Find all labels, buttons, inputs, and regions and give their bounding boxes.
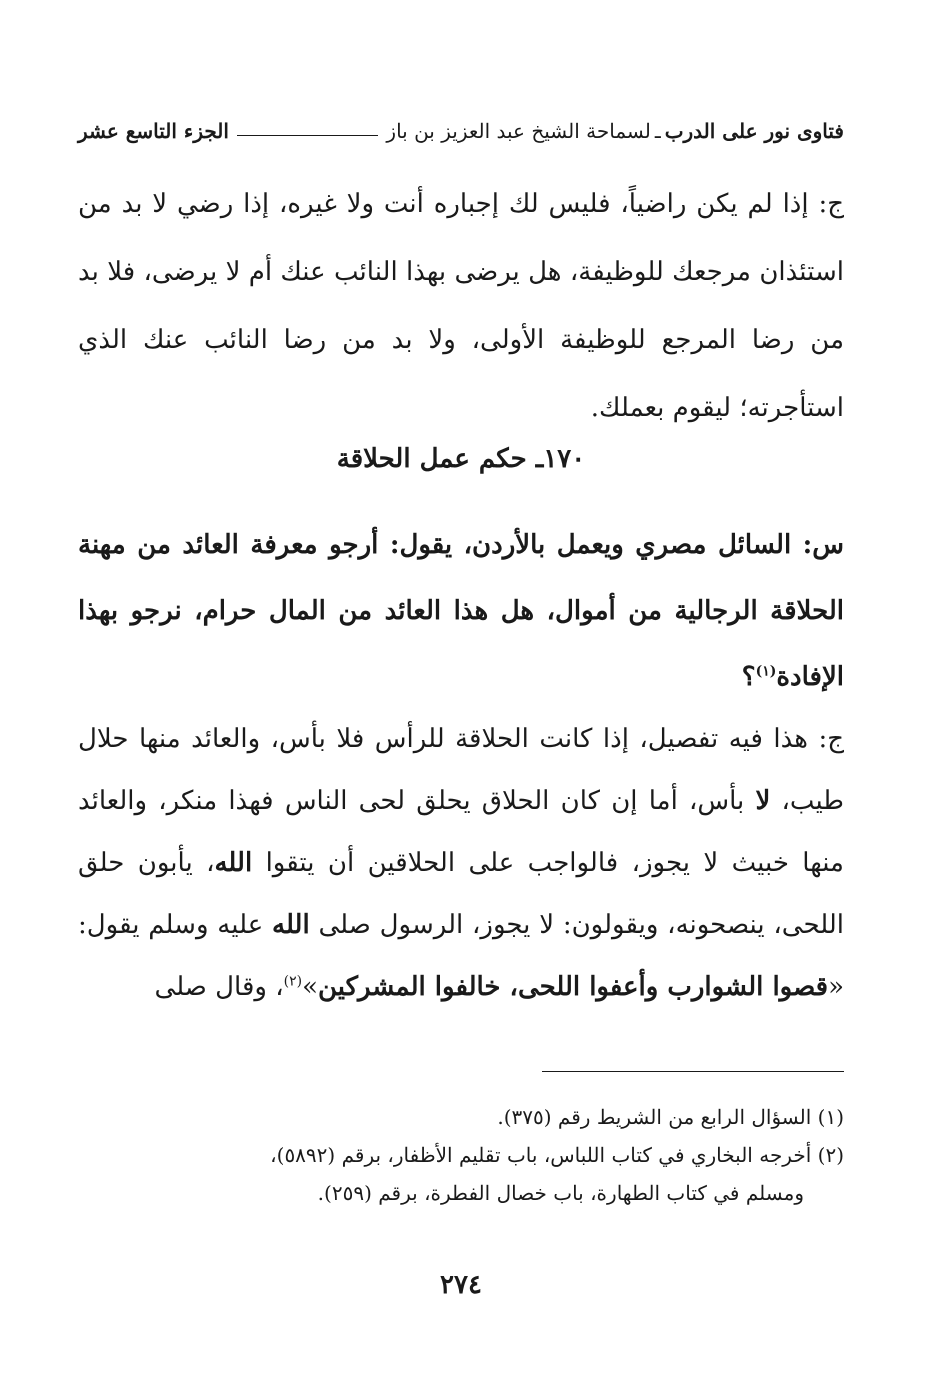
answer-paragraph <box>78 708 844 1018</box>
running-header <box>78 114 844 148</box>
answer-bold-la: لا <box>755 786 771 816</box>
answer-text-2: بأس، أما إن كان الحلاق يحلق لحى الناس فهذا منكر، والعائد منها خبيث لا يجوز، فالواجب على الحلاقين أن يتقوا <box>78 786 844 878</box>
answer-text-1: ج: هذا فيه تفصيل، إذا كانت الحلاقة للرأس فلا بأس، والعائد منها حلال طيب، <box>78 724 844 816</box>
answer-continued-paragraph <box>78 170 844 442</box>
question-prefix: س: <box>791 530 845 560</box>
answer-continued-text: ج: إذا لم يكن راضياً، فليس لك إجباره أنت ولا غيره، إذا رضي لا بد من استئذان مرجعك للوظيفة، هل يرضى بهذا النائب عنك أم لا يرضى، فلا بد من رضا المرجع للوظيفة الأولى، ولا بد من رضا النائب عنك الذي استأجرته؛ ليقوم بعملك. <box>78 189 844 423</box>
author-name: لسماحة الشيخ عبد العزيز بن باز <box>386 119 651 143</box>
book-page <box>78 0 844 1374</box>
answer-bold-allah-2: الله <box>272 910 310 940</box>
question-paragraph <box>78 512 844 710</box>
page-number: ٢٧٤ <box>440 1270 482 1300</box>
fatwa-title: ١٧٠ـ حكم عمل الحلاقة <box>336 444 586 474</box>
footnote-2: (٢) أخرجه البخاري في كتاب اللباس، باب تقليم الأظفار، برقم (٥٨٩٢)، <box>270 1143 844 1167</box>
header-left-group <box>386 119 844 143</box>
footnotes <box>78 1098 844 1212</box>
footnote-ref-2: (٢) <box>283 973 303 990</box>
book-title: فتاوى نور على الدرب <box>664 119 844 143</box>
question-mark: ؟ <box>741 662 756 692</box>
answer-bold-allah-1: الله <box>214 848 253 878</box>
footnote-2-continued: ومسلم في كتاب الطهارة، باب خصال الفطرة، برقم (٢٥٩). <box>317 1181 804 1205</box>
header-rule <box>237 135 378 136</box>
hadith-quote: قصوا الشوارب وأعفوا اللحى، خالفوا المشركين <box>318 972 829 1002</box>
answer-text-4: عليه وسلم يقول: « <box>78 910 844 1002</box>
answer-text-3: ، يأبون حلق اللحى، ينصحونه، ويقولون: لا يجوز، الرسول صلى <box>78 848 844 940</box>
answer-text-6: ، وقال صلى <box>154 972 284 1002</box>
footnote-divider <box>542 1071 844 1072</box>
footnote-ref-1: (١) <box>755 663 777 680</box>
answer-text-5: » <box>302 972 318 1002</box>
volume-label: الجزء التاسع عشر <box>78 119 229 143</box>
question-text: السائل مصري ويعمل بالأردن، يقول: أرجو معرفة العائد من مهنة الحلاقة الرجالية من أموال، هل هذا العائد من المال حرام، نرجو بهذا الإفادة <box>78 530 844 692</box>
header-separator: ـ <box>654 119 661 143</box>
footnote-1: (١) السؤال الرابع من الشريط رقم (٣٧٥). <box>497 1105 844 1129</box>
